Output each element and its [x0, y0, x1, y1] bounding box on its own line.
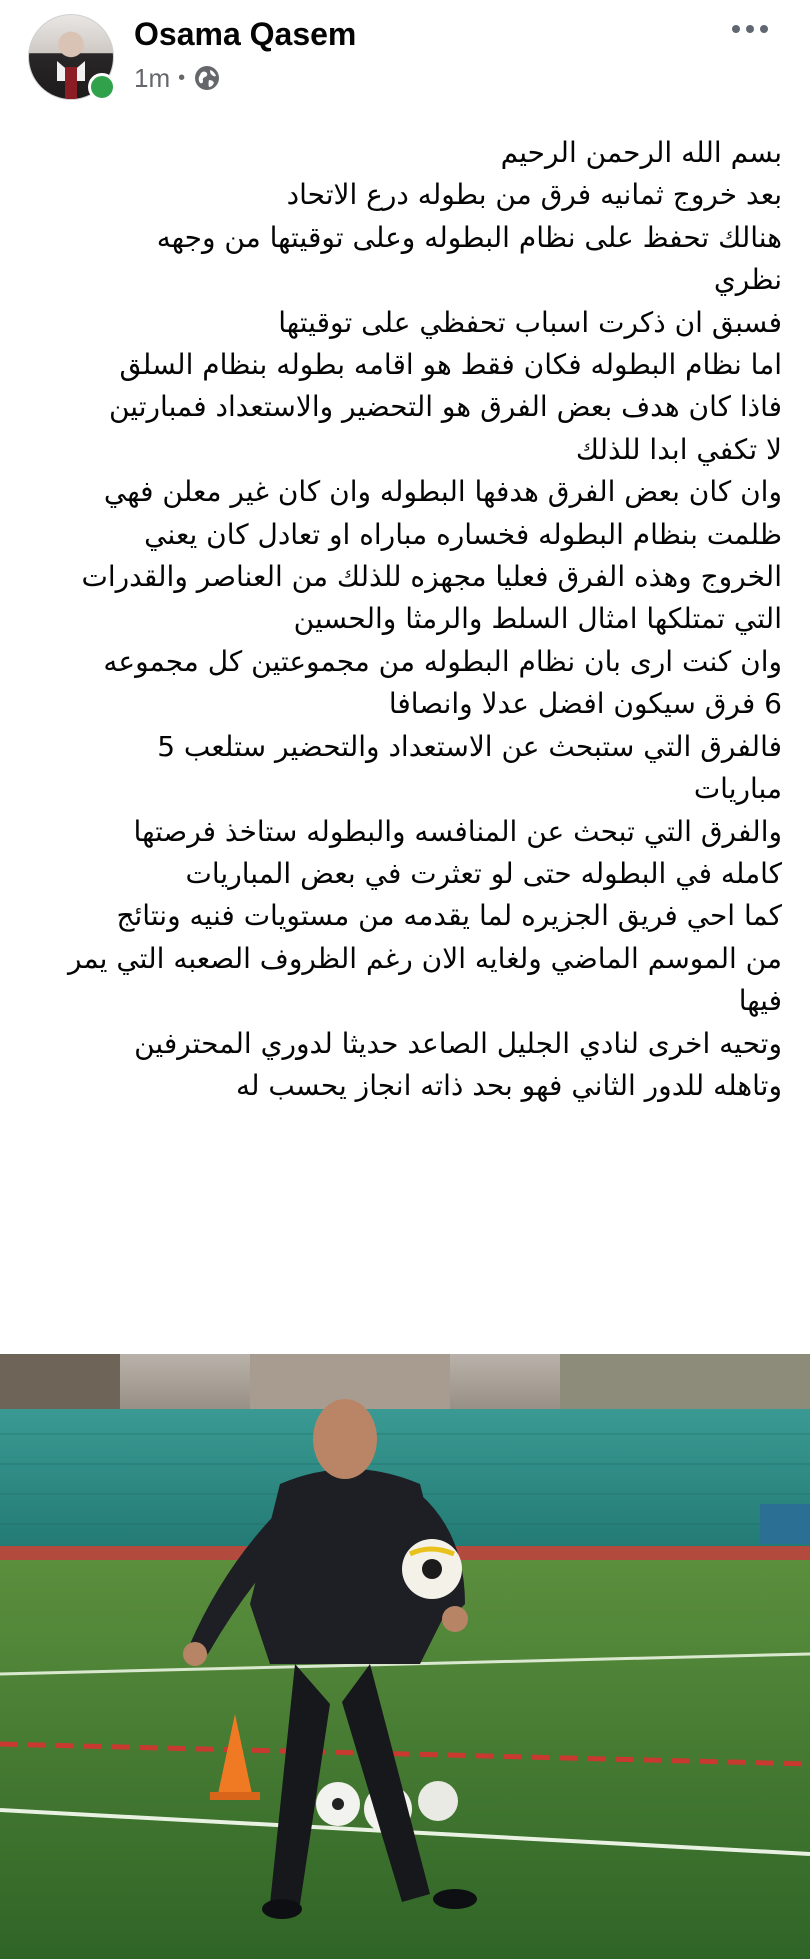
post-line: فاذا كان هدف بعض الفرق هو التحضير والاستعداد فمبارتين [108, 390, 782, 424]
post-line: فيها [738, 984, 782, 1018]
post-photo[interactable] [0, 1354, 810, 1959]
avatar-tie [65, 67, 77, 99]
post-meta [134, 62, 221, 94]
post-line: فسبق ان ذكرت اسباب تحفظي على توقيتها [278, 305, 782, 339]
post-line: من الموسم الماضي ولغايه الان رغم الظروف الصعبه التي يمر [68, 941, 782, 975]
post-line: 6 فرق سيكون افضل عدلا وانصافا [388, 687, 782, 721]
post-line: نظري [713, 263, 782, 297]
globe-icon[interactable] [193, 64, 221, 92]
post-line: اما نظام البطوله فكان فقط هو اقامه بطوله بنظام السلق [119, 348, 782, 382]
post-body [12, 132, 782, 1107]
post-line: كامله في البطوله حتى لو تعثرت في بعض المباريات [185, 856, 782, 890]
post-line: بعد خروج ثمانيه فرق من بطوله درع الاتحاد [286, 178, 782, 212]
post-header [0, 0, 810, 110]
post-line: مباريات [693, 772, 782, 806]
post-line: وتحيه اخرى لنادي الجليل الصاعد حديثا لدوري المحترفين [134, 1026, 782, 1060]
post-line: الخروج وهذه الفرق فعليا مجهزه للذلك من العناصر والقدرات [81, 560, 782, 594]
more-options-icon[interactable] [722, 14, 778, 44]
online-status-indicator [88, 73, 116, 101]
post-line: فالفرق التي ستبحث عن الاستعداد والتحضير ستلعب 5 [157, 729, 782, 763]
post-line: لا تكفي ابدا للذلك [575, 432, 782, 466]
post-line: والفرق التي تبحث عن المنافسه والبطوله ستاخذ فرصتها [133, 814, 782, 848]
post-line: وان كان بعض الفرق هدفها البطوله وان كان غير معلن فهي [103, 475, 782, 509]
meta-separator: • [178, 67, 186, 89]
post-time[interactable]: 1m [134, 63, 171, 93]
post-line: هنالك تحفظ على نظام البطوله وعلى توقيتها من وجهه [156, 220, 782, 254]
post-line: التي تمتلكها امثال السلط والرمثا والحسين [293, 602, 782, 636]
post-line: وتاهله للدور الثاني فهو بحد ذاته انجاز يحسب له [235, 1068, 782, 1102]
post-line: كما احي فريق الجزيره لما يقدمه من مستويات فنيه ونتائج [116, 899, 782, 933]
post-line: ظلمت بنظام البطوله فخساره مباراه او تعادل كان يعني [144, 517, 782, 551]
author-name[interactable]: Osama Qasem [134, 16, 357, 52]
post-line: بسم الله الرحمن الرحيم [500, 136, 782, 169]
post-line: وان كنت ارى بان نظام البطوله من مجموعتين كل مجموعه [103, 644, 782, 678]
